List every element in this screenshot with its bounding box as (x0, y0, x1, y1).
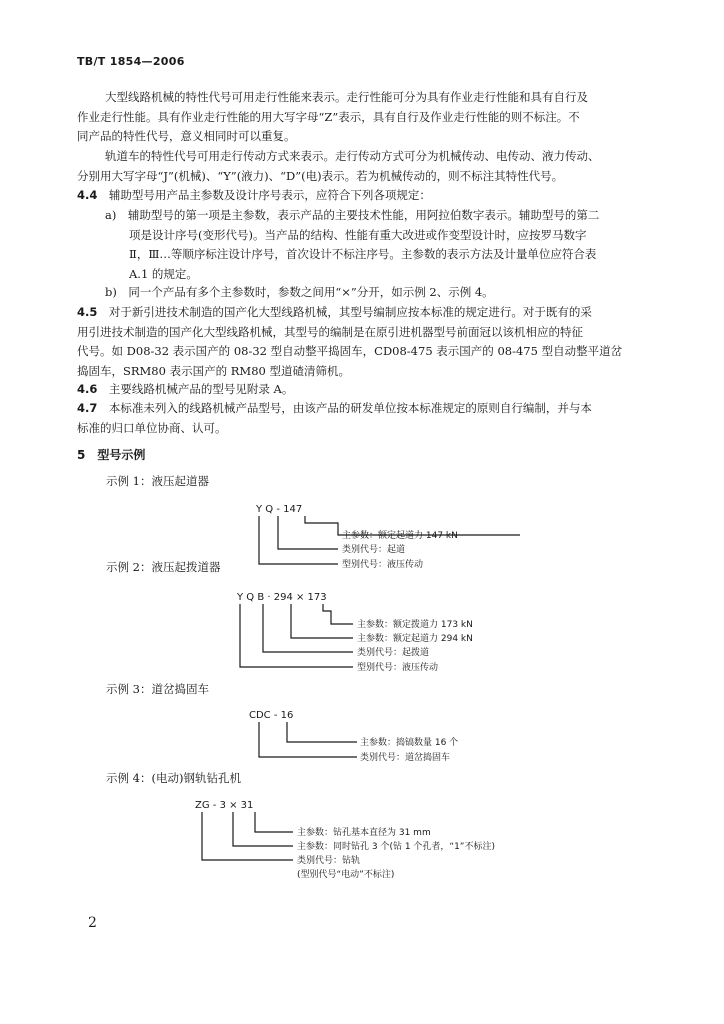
example-3-title: 示例 3：道岔捣固车 (106, 682, 209, 696)
example-1-diagram (250, 500, 520, 572)
text-line: 轨道车的特性代号可用走行传动方式来表示。走行传动方式可分为机械传动、电传动、液力传动、 (105, 149, 600, 163)
connector-line (291, 604, 353, 638)
clause-4-4 (77, 186, 652, 206)
param-label: 型别代号：液压传动 (342, 560, 424, 570)
param-label: 主参数：钻孔基本直径为 31 mm (297, 828, 431, 838)
text-line: 大型线路机械的特性代号可用走行性能来表示。走行性能可分为具有作业走行性能和具有自行及 (105, 90, 588, 104)
connector-line (233, 812, 293, 846)
clause-number: 4.6 (77, 382, 98, 396)
param-label: 型别代号：液压传动 (357, 663, 439, 673)
param-label: 类别代号：道岔捣固车 (360, 753, 451, 763)
text-line: 作业走行性能。具有作业走行性能的用大写字母“Z”表示，具有自行及作业走行性能的则不标注。不 (77, 109, 580, 124)
text-line: 用引进技术制造的国产化大型线路机械，其型号的编制是在原引进机器型号前面冠以该机相应的特征 (77, 324, 583, 339)
text-line: 代号。如 D08-32 表示国产的 08-32 型自动整平捣固车，CD08-475 表示国产的 08-475 型自动整平道岔 (77, 344, 623, 358)
connector-line (278, 516, 338, 549)
connector-line (202, 812, 293, 860)
example-2-title: 示例 2：液压起拨道器 (106, 560, 221, 574)
page-number: 2 (88, 915, 97, 931)
clause-text: 辅助型号用产品主参数及设计序号表示，应符合下列各项规定： (108, 188, 431, 202)
connector-line (323, 604, 353, 624)
example-3-diagram (247, 706, 507, 764)
example-1-title: 示例 1：液压起道器 (106, 474, 209, 488)
text-line: 分别用大写字母“J”(机械)、“Y”(液力)、“D”(电)表示。若为机械传动的，则不标注其特性代号。 (77, 168, 564, 183)
param-label: 类别代号：起道 (342, 545, 406, 555)
param-label: 类别代号：钻轨 (297, 856, 361, 866)
section-heading (77, 446, 145, 463)
param-label: 主参数：额定起道力 294 kN (357, 634, 473, 644)
clause-4-5 (77, 303, 652, 381)
connector-line (240, 604, 353, 667)
text-line: 本标准未列入的线路机械产品型号，由该产品的研发单位按本标准规定的原则自行编制，并与本 (108, 401, 592, 415)
clause-number: 4.5 (77, 305, 98, 319)
model-code: ZG - 3 × 31 (195, 800, 254, 811)
connector-line (255, 812, 293, 832)
param-label: 类别代号：起拨道 (357, 648, 430, 658)
text-line: A.1 的规定。 (129, 266, 198, 281)
paragraph-rail-car-feature-code (77, 147, 652, 186)
connector-line (259, 722, 357, 757)
text-line: 标准的归口单位协商、认可。 (77, 420, 227, 435)
paragraph-feature-code-walking (77, 88, 652, 147)
param-label: 主参数：额定拨道力 173 kN (357, 620, 473, 630)
text-line: 捣固车，SRM80 表示国产的 RM80 型道碴清筛机。 (77, 363, 350, 378)
param-label: 主参数：额定起道力 147 kN (342, 531, 458, 541)
clause-number: 4.4 (77, 188, 98, 202)
model-code: Y Q - 147 (256, 504, 303, 515)
clause-4-4-b (105, 283, 655, 303)
model-code: Y Q B · 294 × 173 (237, 592, 327, 603)
section-title: 型号示例 (97, 448, 146, 462)
text-line: 同产品的特性代号，意义相同时可以重复。 (77, 129, 296, 143)
clause-4-7 (77, 399, 652, 438)
param-label: 主参数：同时钻孔 3 个(钻 1 个孔者，“1”不标注) (297, 842, 495, 852)
param-label: 主参数：捣镐数量 16 个 (360, 738, 459, 748)
document-code: TB/T 1854—2006 (77, 55, 185, 68)
example-4-title: 示例 4：(电动)钢轨钻孔机 (106, 771, 241, 785)
clause-4-6 (77, 380, 652, 400)
connector-line (263, 604, 353, 652)
example-2-diagram (233, 588, 533, 676)
text-line: a) 辅助型号的第一项是主参数，表示产品的主要技术性能，用阿拉伯数字表示。辅助型号的第二 (105, 208, 600, 222)
example-4-diagram (193, 796, 553, 888)
text-line: 项是设计序号(变形代号)。当产品的结构、性能有重大改进或作变型设计时，应按罗马数字 (129, 227, 587, 242)
text-line: b) 同一个产品有多个主参数时，参数之间用“×”分开，如示例 2、示例 4。 (105, 285, 494, 299)
text-line: Ⅱ，Ⅲ…等顺序标注设计序号，首次设计不标注序号。主参数的表示方法及计量单位应符合表 (129, 247, 597, 261)
section-number: 5 (77, 448, 86, 462)
clause-number: 4.7 (77, 401, 98, 415)
connector-line (287, 722, 357, 742)
param-label: (型别代号“电动”不标注) (297, 870, 395, 880)
text-line: 对于新引进技术制造的国产化大型线路机械，其型号编制应按本标准的规定进行。对于既有的采 (108, 305, 592, 319)
clause-4-4-a (105, 206, 655, 284)
clause-text: 主要线路机械产品的型号见附录 A。 (108, 382, 294, 396)
model-code: CDC - 16 (249, 710, 294, 721)
